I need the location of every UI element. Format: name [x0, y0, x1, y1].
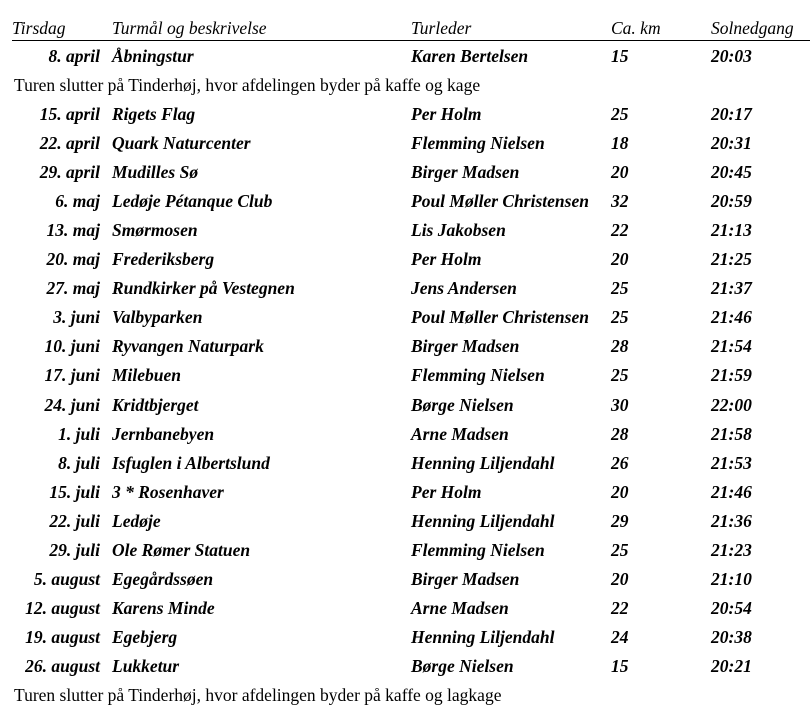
row-date: 22. april — [39, 133, 100, 153]
table-row — [0, 247, 810, 271]
row-sunset: 21:53 — [711, 453, 752, 473]
row-km: 25 — [611, 278, 629, 298]
table-row — [0, 567, 810, 591]
row-date: 8. juli — [58, 453, 100, 473]
table-row — [0, 218, 810, 242]
row-destination: Rigets Flag — [112, 104, 196, 124]
row-destination: Rundkirker på Vestegnen — [112, 278, 295, 298]
row-sunset: 20:17 — [711, 104, 752, 124]
row-sunset: 20:54 — [711, 598, 752, 618]
row-sunset: 20:45 — [711, 162, 752, 182]
row-date: 15. april — [39, 104, 100, 124]
row-date: 5. august — [33, 569, 100, 589]
row-leader: Arne Madsen — [411, 598, 509, 618]
row-destination: Ledøje Pétanque Club — [112, 191, 273, 211]
table-row — [0, 422, 810, 446]
row-leader: Per Holm — [411, 482, 482, 502]
row-sunset: 20:21 — [711, 656, 752, 676]
row-date: 3. juni — [53, 307, 100, 327]
row-leader: Henning Liljendahl — [411, 453, 555, 473]
row-leader: Birger Madsen — [411, 162, 520, 182]
table-row — [0, 305, 810, 329]
row-destination: Åbningstur — [112, 46, 194, 66]
row-date: 1. juli — [58, 424, 100, 444]
row-date: 22. juli — [49, 511, 100, 531]
row-leader: Jens Andersen — [411, 278, 517, 298]
row-destination: Kridtbjerget — [112, 395, 199, 415]
row-destination: Egebjerg — [112, 627, 178, 647]
row-date: 26. august — [25, 656, 100, 676]
row-destination: Mudilles Sø — [112, 162, 199, 182]
row-sunset: 21:46 — [711, 482, 752, 502]
row-km: 20 — [611, 162, 629, 182]
table-header — [0, 16, 810, 40]
header-destination: Turmål og beskrivelse — [112, 18, 267, 38]
row-sunset: 21:37 — [711, 278, 752, 298]
row-km: 32 — [611, 191, 629, 211]
table-row — [0, 334, 810, 358]
row-km: 29 — [611, 511, 629, 531]
row-leader: Arne Madsen — [411, 424, 509, 444]
row-km: 30 — [611, 395, 629, 415]
row-km: 25 — [611, 307, 629, 327]
row-leader: Per Holm — [411, 249, 482, 269]
table-row — [0, 393, 810, 417]
row-destination: Milebuen — [112, 365, 182, 385]
row-destination: Smørmosen — [112, 220, 198, 240]
row-destination: Quark Naturcenter — [112, 133, 251, 153]
row-sunset: 20:03 — [711, 46, 752, 66]
row-date: 20. maj — [46, 249, 100, 269]
row-sunset: 21:54 — [711, 336, 752, 356]
row-date: 29. april — [39, 162, 100, 182]
row-date: 29. juli — [49, 540, 100, 560]
row-km: 22 — [611, 220, 629, 240]
row-date: 12. august — [25, 598, 100, 618]
row-destination: Isfuglen i Albertslund — [112, 453, 270, 473]
table-row — [0, 131, 810, 155]
row-km: 20 — [611, 569, 629, 589]
row-date: 8. april — [48, 46, 100, 66]
note-first: Turen slutter på Tinderhøj, hvor afdelingen byder på kaffe og kage — [14, 75, 481, 95]
row-km: 22 — [611, 598, 629, 618]
table-row — [0, 102, 810, 126]
row-leader: Flemming Nielsen — [411, 133, 545, 153]
table-row — [0, 276, 810, 300]
row-km: 15 — [611, 46, 629, 66]
row-leader: Henning Liljendahl — [411, 511, 555, 531]
row-sunset: 22:00 — [711, 395, 752, 415]
table-row — [0, 44, 810, 68]
row-km: 15 — [611, 656, 629, 676]
row-date: 10. juni — [44, 336, 100, 356]
row-km: 28 — [611, 336, 629, 356]
row-leader: Karen Bertelsen — [411, 46, 529, 66]
row-sunset: 20:59 — [711, 191, 752, 211]
row-km: 26 — [611, 453, 629, 473]
row-km: 20 — [611, 249, 629, 269]
row-sunset: 20:38 — [711, 627, 752, 647]
table-row — [0, 538, 810, 562]
row-destination: Ole Rømer Statuen — [112, 540, 251, 560]
row-leader: Birger Madsen — [411, 569, 520, 589]
table-row — [0, 451, 810, 475]
table-row — [0, 625, 810, 649]
header-km: Ca. km — [611, 18, 661, 38]
row-leader: Lis Jakobsen — [411, 220, 506, 240]
row-sunset: 21:36 — [711, 511, 752, 531]
row-sunset: 21:25 — [711, 249, 752, 269]
row-leader: Per Holm — [411, 104, 482, 124]
row-leader: Flemming Nielsen — [411, 365, 545, 385]
row-destination: Ryvangen Naturpark — [112, 336, 264, 356]
table-row — [0, 363, 810, 387]
row-leader: Birger Madsen — [411, 336, 520, 356]
row-destination: Egegårdssøen — [112, 569, 214, 589]
row-sunset: 20:31 — [711, 133, 752, 153]
row-km: 25 — [611, 540, 629, 560]
header-sunset: Solnedgang — [711, 18, 794, 38]
row-leader: Flemming Nielsen — [411, 540, 545, 560]
row-leader: Henning Liljendahl — [411, 627, 555, 647]
row-destination: Frederiksberg — [112, 249, 215, 269]
table-row — [0, 509, 810, 533]
row-km: 25 — [611, 365, 629, 385]
row-destination: Ledøje — [112, 511, 161, 531]
row-sunset: 21:59 — [711, 365, 752, 385]
note-last: Turen slutter på Tinderhøj, hvor afdelingen byder på kaffe og lagkage — [14, 685, 502, 705]
row-sunset: 21:10 — [711, 569, 752, 589]
row-leader: Poul Møller Christensen — [411, 191, 589, 211]
row-km: 18 — [611, 133, 629, 153]
header-underline — [12, 40, 810, 41]
row-destination: Valbyparken — [112, 307, 203, 327]
row-destination: 3 * Rosenhaver — [112, 482, 224, 502]
table-row — [0, 654, 810, 678]
row-km: 24 — [611, 627, 629, 647]
row-sunset: 21:46 — [711, 307, 752, 327]
table-row — [0, 160, 810, 184]
row-destination: Lukketur — [112, 656, 180, 676]
row-date: 19. august — [25, 627, 100, 647]
header-leader: Turleder — [411, 18, 472, 38]
header-date: Tirsdag — [12, 18, 66, 38]
row-sunset: 21:13 — [711, 220, 752, 240]
row-leader: Børge Nielsen — [411, 656, 514, 676]
row-date: 17. juni — [44, 365, 100, 385]
table-row — [0, 480, 810, 504]
row-sunset: 21:58 — [711, 424, 752, 444]
row-date: 15. juli — [49, 482, 100, 502]
row-km: 28 — [611, 424, 629, 444]
row-date: 27. maj — [46, 278, 100, 298]
row-km: 20 — [611, 482, 629, 502]
row-sunset: 21:23 — [711, 540, 752, 560]
row-km: 25 — [611, 104, 629, 124]
row-destination: Jernbanebyen — [112, 424, 215, 444]
table-row — [0, 596, 810, 620]
row-date: 13. maj — [46, 220, 100, 240]
row-leader: Børge Nielsen — [411, 395, 514, 415]
row-leader: Poul Møller Christensen — [411, 307, 589, 327]
row-date: 6. maj — [55, 191, 100, 211]
row-date: 24. juni — [44, 395, 100, 415]
row-destination: Karens Minde — [112, 598, 215, 618]
table-row — [0, 189, 810, 213]
